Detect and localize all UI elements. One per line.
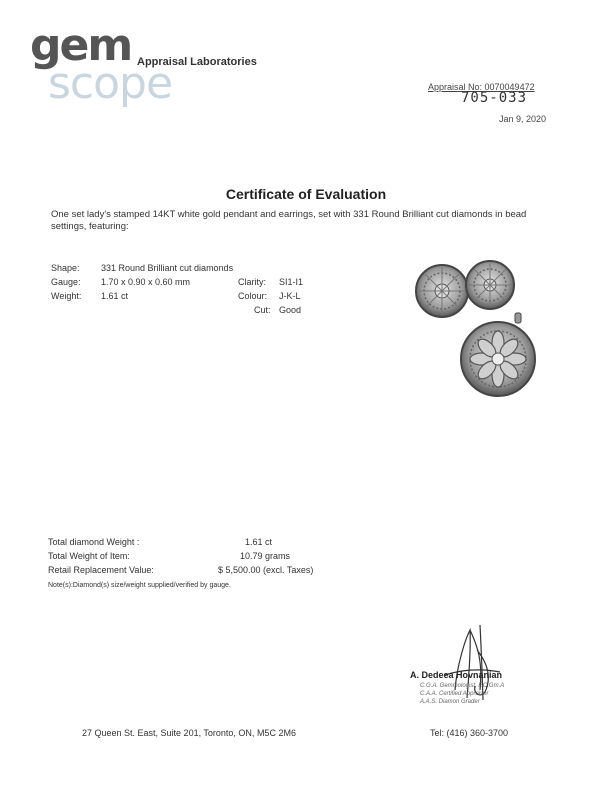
cut-label: Cut: — [254, 305, 271, 315]
earring-left — [416, 265, 468, 317]
lab-name: Appraisal Laboratories — [137, 56, 257, 68]
jewelry-photo — [410, 255, 550, 405]
gauge-label: Gauge: — [51, 277, 81, 287]
credential-line-1: C.G.A. Gemmologist, F.C.Gm.A — [420, 683, 505, 689]
earring-right — [466, 261, 514, 309]
total-diamond-weight-value: 1.61 ct — [245, 537, 273, 547]
certificate-title: Certificate of Evaluation — [225, 186, 387, 202]
gauge-note: Note(s):Diamond(s) size/weight supplied/verified by gauge. — [48, 582, 231, 589]
credential-line-3: A.A.S. Diamon Grader — [420, 699, 480, 705]
shape-value: 331 Round Brilliant cut diamonds — [101, 263, 234, 273]
total-diamond-weight-label: Total diamond Weight : — [48, 537, 140, 547]
clarity-label: Clarity: — [238, 277, 267, 287]
gauge-value: 1.70 x 0.90 x 0.60 mm — [101, 277, 191, 287]
credential-line-2: C.A.A. Certified Appraiser — [420, 691, 489, 697]
footer-address: 27 Queen St. East, Suite 201, Toronto, ON, M5C 2M6 — [82, 728, 296, 738]
total-item-weight-value: 10.79 grams — [240, 551, 291, 561]
weight-value: 1.61 ct — [101, 291, 129, 301]
pendant — [461, 313, 535, 396]
cut-value: Good — [279, 305, 302, 315]
footer-phone: Tel: (416) 360-3700 — [430, 728, 509, 738]
appraisal-date: Jan 9, 2020 — [499, 114, 547, 124]
appraisal-number: Appraisal No: 0070049472 — [428, 82, 535, 92]
retail-value-label: Retail Replacement Value: — [48, 565, 154, 575]
colour-value: J-K-L — [279, 291, 301, 301]
colour-label: Colour: — [238, 291, 268, 301]
retail-value: $ 5,500.00 (excl. Taxes) — [218, 565, 314, 575]
certificate-intro: One set lady's stamped 14KT white gold pendant and earrings, set with 331 Round Brilliant cut diamonds in bead settings, featuring: — [51, 209, 527, 232]
handwritten-number: 705-033 — [461, 90, 528, 106]
weight-label: Weight: — [51, 291, 82, 301]
total-item-weight-label: Total Weight of Item: — [48, 551, 130, 561]
logo-gem: gem — [30, 20, 132, 71]
shape-label: Shape: — [51, 263, 80, 273]
logo-scope: scope — [48, 58, 173, 109]
signatory-name: A. Dedeea Hovnanian — [410, 670, 503, 680]
clarity-value: SI1-I1 — [279, 277, 304, 287]
